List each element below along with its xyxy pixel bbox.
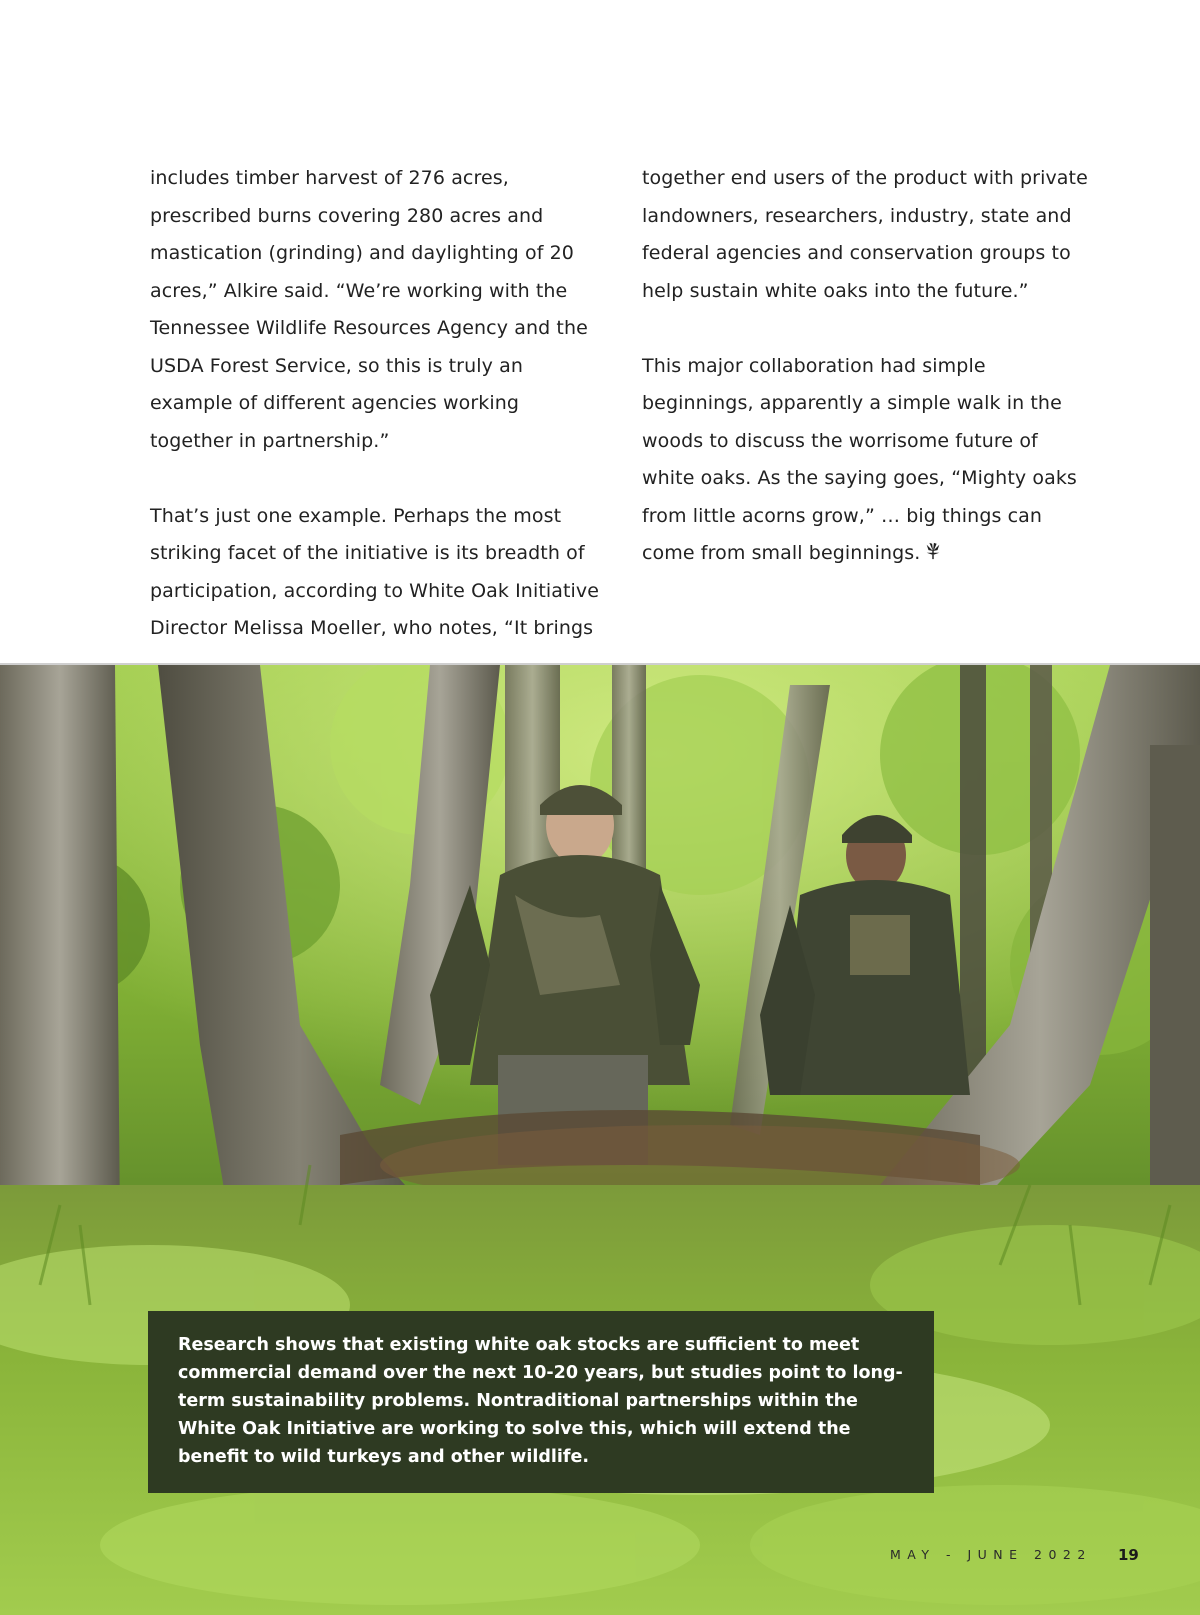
paragraph: That’s just one example. Perhaps the most striking facet of the initiative is its breadth of participation, according to White Oak Initiative Director Melissa Moeller, who notes, “It brings [150, 504, 600, 639]
paragraph: together end users of the product with private landowners, researchers, industry, state and federal agencies and conservation groups to help sustain white oaks into the future.” [642, 167, 1088, 302]
paragraph: includes timber harvest of 276 acres, prescribed burns covering 280 acres and mastication (grinding) and daylighting of 20 acres,” Alkire said. “We’re working with the Tennessee Wildlife Resources Agency and the USDA Forest Service, so this is truly an example of different agencies working together in partnership.” [150, 167, 588, 452]
article-column-right [642, 160, 1092, 610]
photo-caption: Research shows that existing white oak stocks are sufficient to meet commercial demand over the next 10-20 years, but studies point to long-term sustainability problems. Nontraditional partnerships within the White Oak Initiative are working to solve this, which will extend the benefit to wild turkeys and other wildlife. [148, 1311, 934, 1493]
turkey-feather-icon [924, 542, 942, 560]
page-number: 19 [1118, 1546, 1139, 1564]
issue-date: MAY - JUNE 2022 [890, 1547, 1092, 1562]
article-body [150, 160, 1090, 639]
paragraph-text: This major collaboration had simple beginnings, apparently a simple walk in the woods to discuss the worrisome future of white oaks. As the saying goes, “Mighty oaks from little acorns grow,” … big things can come from small beginnings. [642, 354, 1077, 564]
paragraph-final [642, 348, 1092, 573]
page-footer [0, 1545, 1200, 1575]
forest-photo [0, 663, 1200, 1615]
article-column-left [150, 160, 600, 685]
